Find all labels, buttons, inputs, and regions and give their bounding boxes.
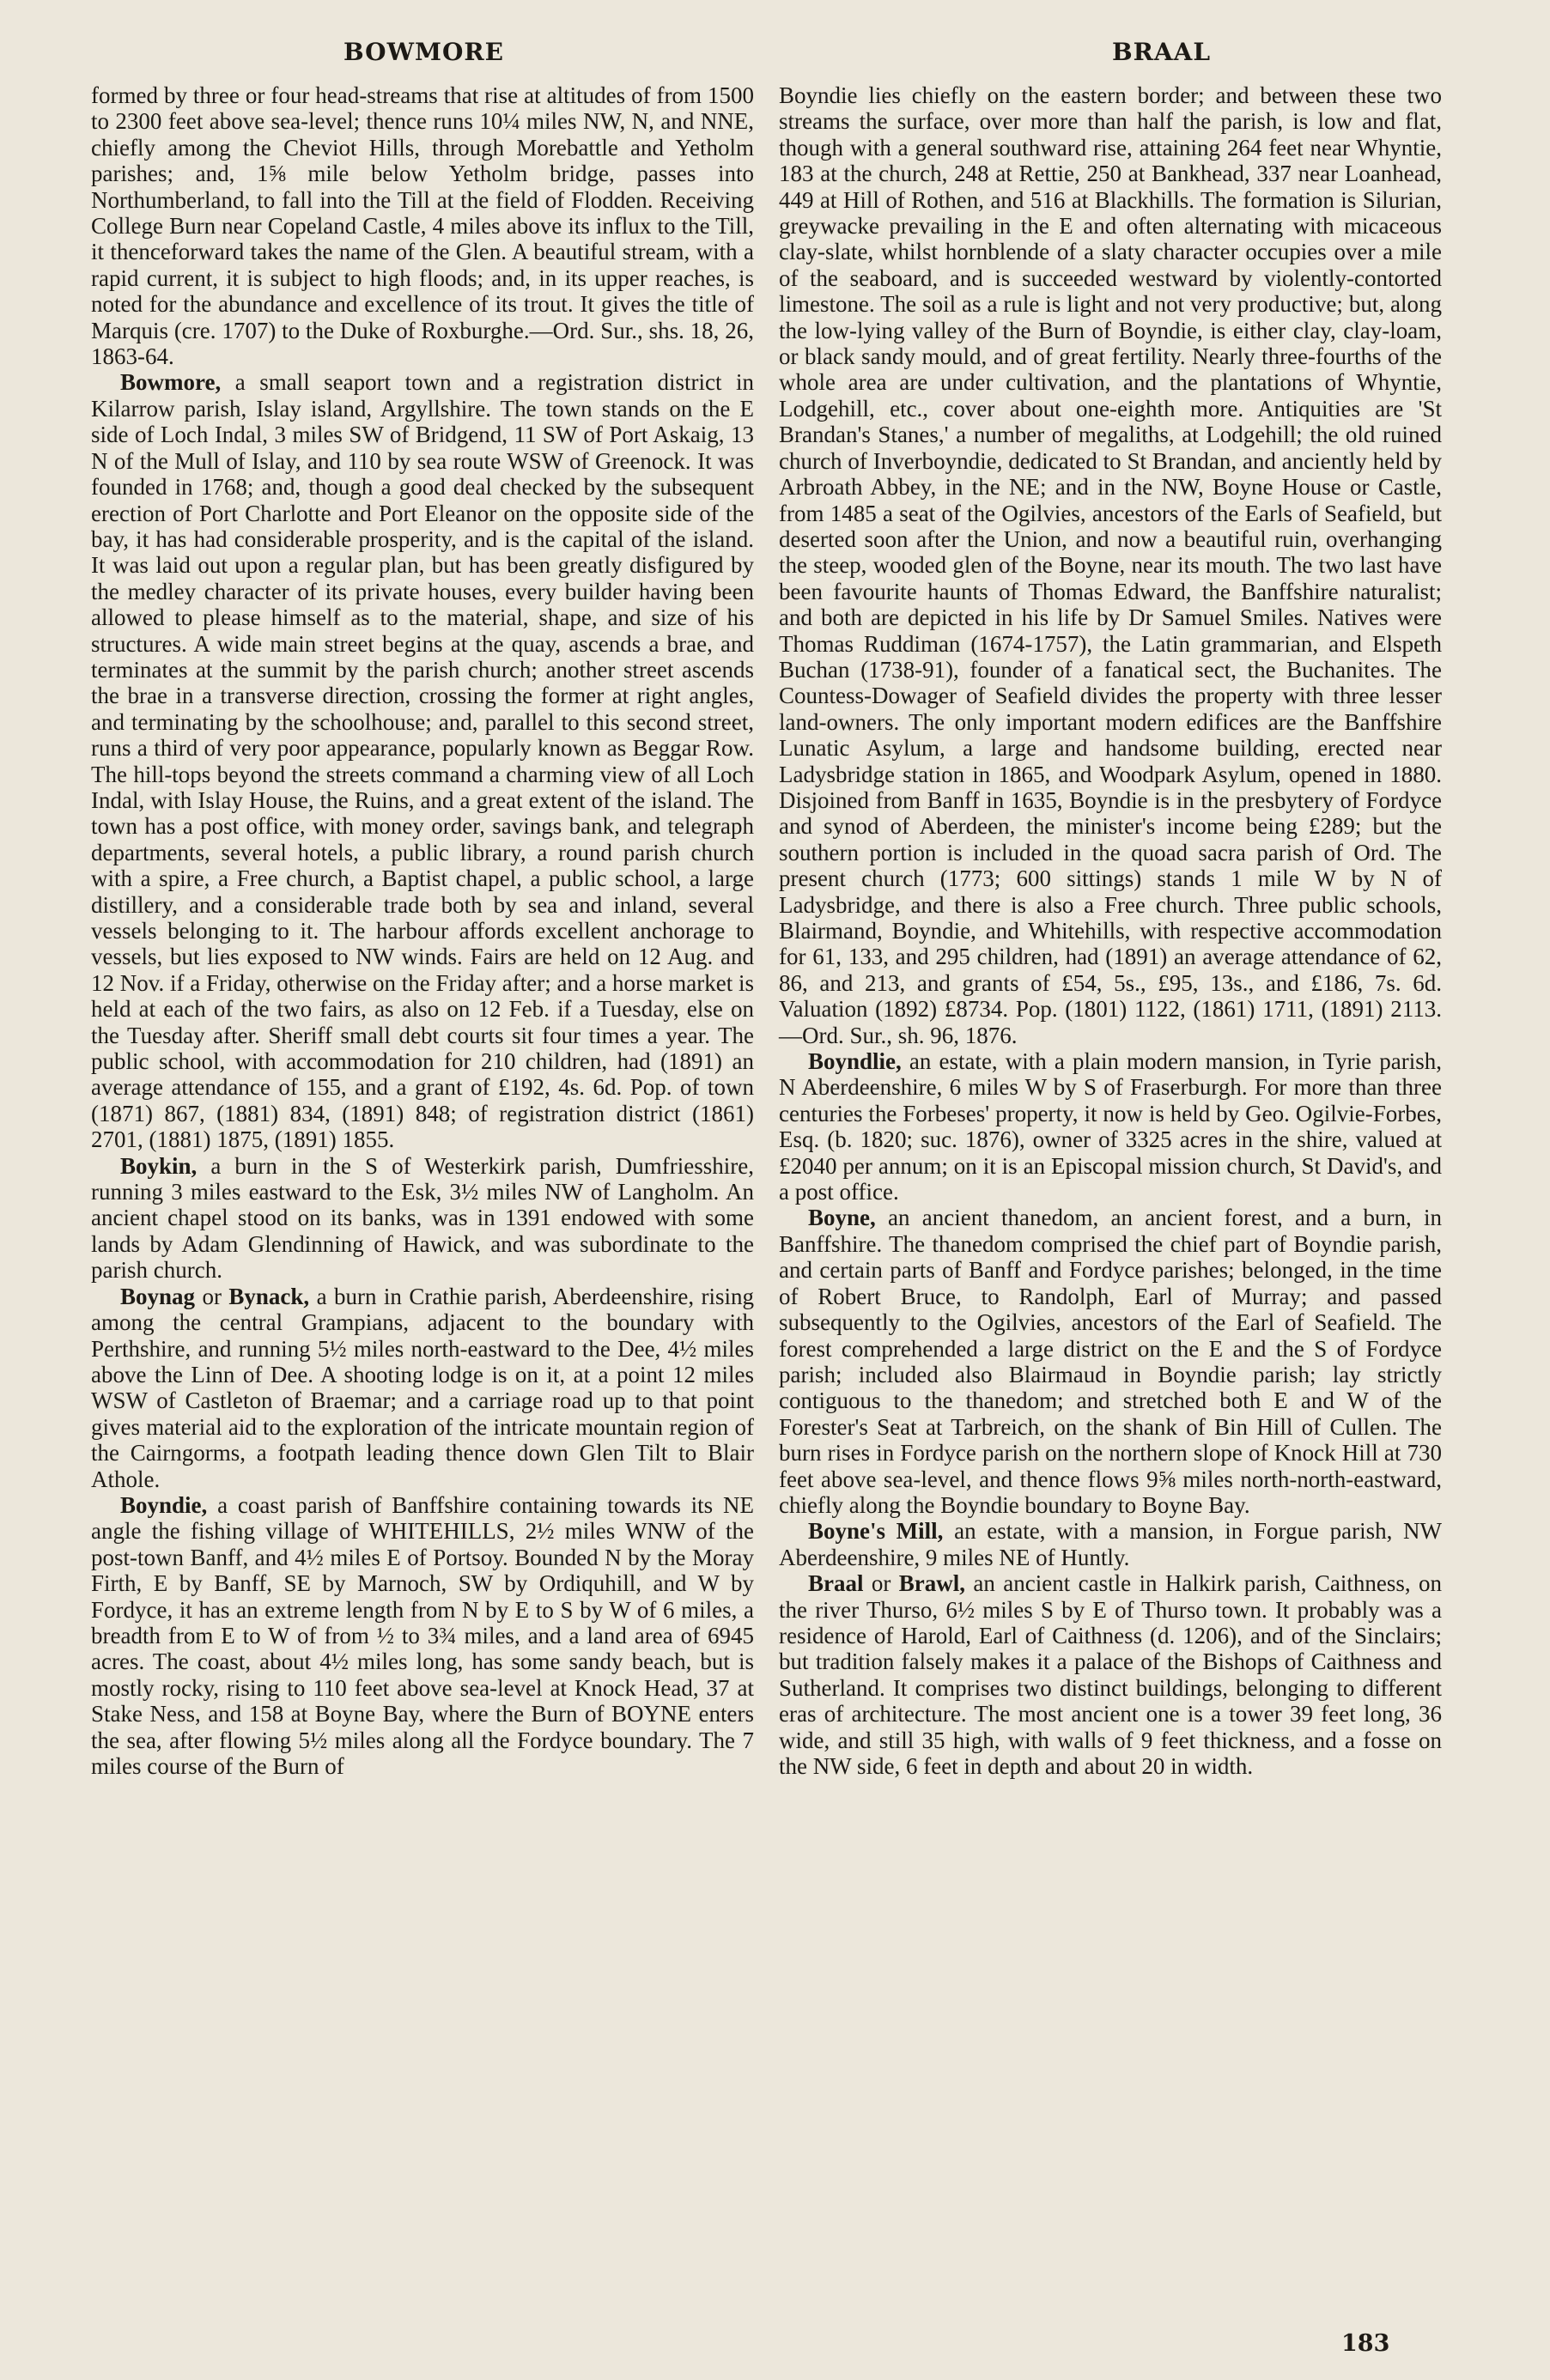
entry-bowmore [91,369,754,1152]
left-column [91,82,754,1779]
entry-text: a small seaport town and a registration district in Kilarrow parish, Islay island, Argyllshire. The town stands on the E side of Loch Indal, 3 miles SW of Bridgend, 11 SW of Port Askaig, 13 N of the Mull of Islay, and 110 by sea route WSW of Greenock. It was founded in 1768; and, though a good deal checked by the subsequent erection of Port Charlotte and Port Eleanor on the opposite side of the bay, it has had considerable prosperity, and is the capital of the island. It was laid out upon a regular plan, but has been greatly disfigured by the medley character of its private houses, every builder having been allowed to please himself as to the material, shape, and size of his structures. A wide main street begins at the quay, ascends a brae, and terminates at the summit by the parish church; another street ascends the brae in a transverse direction, crossing the former at right angles, and terminating by the schoolhouse; and, parallel to this second street, runs a third of very poor appearance, popularly known as Beggar Row. The hill-tops beyond the streets command a charming view of all Loch Indal, with Islay House, the Ruins, and a great extent of the island. The town has a post office, with money order, savings bank, and telegraph departments, several hotels, a public library, a round parish church with a spire, a Free church, a Baptist chapel, a public school, a large distillery, and a considerable trade both by sea and inland, several vessels belonging to it. The harbour affords excellent anchorage to vessels, but lies exposed to NW winds. Fairs are held on 12 Aug. and 12 Nov. if a Friday, otherwise on the Friday after; and a horse market is held at each of the two fairs, as also on 12 Feb. if a Tuesday, else on the Tuesday after. Sheriff small debt courts sit four times a year. The public school, with accommodation for 210 children, had (1891) an average attendance of 155, and a grant of £192, 4s. 6d. Pop. of town (1871) 867, (1881) 834, (1891) 848; of registration district (1861) 2701, (1881) 1875, (1891) 1855. [91,369,754,1153]
entry-boynes-mill [779,1518,1442,1570]
entry-boynag [91,1284,754,1492]
entry-text: an estate, with a plain modern mansion, in Tyrie parish, N Aberdeenshire, 6 miles W by S of Fraserburgh. For more than three centuries the Forbeses' property, it now is held by Geo. Ogilvie-Forbes, Esq. (b. 1820; suc. 1876), owner of 3325 acres in the shire, valued at £2040 per annum; on it is an Episcopal mission church, St David's, and a post office. [779,1048,1442,1205]
running-head-right: BRAAL [1112,38,1212,66]
headword-alt: Bynack, [228,1283,310,1309]
entry-boyndie-continued: Boyndie lies chiefly on the eastern border; and between these two streams the surface, over more than half the parish, is low and flat, though with a general southward rise, attaining 264 feet near Whyntie, 183 at the church, 248 at Rettie, 250 at Bankhead, 337 near Loanhead, 449 at Hill of Rothen, and 516 at Blackhills. The formation is Silurian, greywacke prevailing in the E and often alternating with micaceous clay-slate, whilst hornblende of a slaty character occupies over a mile of the seaboard, and is succeeded westward by violently-contorted limestone. The soil as a rule is light and not very productive; but, along the low-lying valley of the Burn of Boyndie, is either clay, clay-loam, or black sandy mould, and of great fertility. Nearly three-fourths of the whole area are under cultivation, and the plantations of Whyntie, Lodgehill, etc., cover about one-eighth more. Antiquities are 'St Brandan's Stanes,' a number of megaliths, at Lodgehill; the old ruined church of Inverboyndie, dedicated to St Brandan, and anciently held by Arbroath Abbey, in the NE; and in the NW, Boyne House or Castle, from 1485 a seat of the Ogilvies, ancestors of the Earls of Seafield, but deserted soon after the Union, and now a beautiful ruin, overhanging the steep, wooded glen of the Boyne, near its mouth. The two last have been favourite haunts of Thomas Edward, the Banffshire naturalist; and both are depicted in his life by Dr Samuel Smiles. Natives were Thomas Ruddiman (1674-1757), the Latin grammarian, and Elspeth Buchan (1738-91), founder of a fanatical sect, the Buchanites. The Countess-Dowager of Seafield divides the property with three lesser land-owners. The only important modern edifices are the Banffshire Lunatic Asylum, a large and handsome building, erected near Ladysbridge station in 1865, and Woodpark Asylum, opened in 1880. Disjoined from Banff in 1635, Boyndie is in the presbytery of Fordyce and synod of Aberdeen, the minister's income being £289; but the southern portion is included in the quoad sacra parish of Ord. The present church (1773; 600 sittings) stands 1 mile W by N of Ladysbridge, and there is also a Free church. Three public schools, Blairmand, Boyndie, and Whitehills, with respective accommodation for 61, 133, and 295 children, had (1891) an average attendance of 62, 86, and 213, and grants of £54, 5s., £95, 13s., and £186, 7s. 6d. Valuation (1892) £8734. Pop. (1801) 1122, (1861) 1711, (1891) 2113.—Ord. Sur., sh. 96, 1876. [779,82,1442,1048]
headword-alt: Brawl, [898,1570,966,1597]
entry-boyndlie [779,1048,1442,1205]
headword: Bowmore, [120,369,222,396]
entry-boykin [91,1153,754,1284]
entry-text: a burn in Crathie parish, Aberdeenshire, rising among the central Grampians, adjacent to the boundary with Perthshire, and running 5½ miles north-eastward to the Dee, 4½ miles above the Linn of Dee. A shooting lodge is on it, at a point 12 miles WSW of Castleton of Braemar; and a carriage road up to that point gives material aid to the exploration of the intricate mountain region of the Cairngorms, a footpath leading thence down Glen Tilt to Blair Athole. [91,1283,754,1492]
entry-text: an estate, with a mansion, in Forgue parish, NW Aberdeenshire, 9 miles NE of Huntly. [779,1518,1442,1570]
right-column [779,82,1442,1779]
entry-braal [779,1570,1442,1779]
headword: Boynag [120,1283,196,1309]
entry-bowmont-continued: formed by three or four head-streams that rise at altitudes of from 1500 to 2300 feet above sea-level; thence runs 10¼ miles NW, N, and NNE, chiefly among the Cheviot Hills, through Morebattle and Yetholm parishes; and, 1⅝ mile below Yetholm bridge, passes into Northumberland, to fall into the Till at the field of Flodden. Receiving College Burn near Copeland Castle, 4 miles above its influx to the Till, it thenceforward takes the name of the Glen. A beautiful stream, with a rapid current, it is subject to high floods; and, in its upper reaches, is noted for the abundance and excellence of its trout. It gives the title of Marquis (cre. 1707) to the Duke of Roxburghe.—Ord. Sur., shs. 18, 26, 1863-64. [91,82,754,370]
page-number: 183 [1341,2330,1390,2357]
headword: Boykin, [120,1152,198,1179]
headword: Braal [808,1570,864,1597]
headword: Boyne's Mill, [808,1518,944,1545]
entry-text: a coast parish of Banffshire containing towards its NE angle the fishing village of WHITEHILLS, 2½ miles WNW of the post-town Banff, and 4½ miles E of Portsoy. Bounded N by the Moray Firth, E by Banff, SE by Marnoch, SW by Ordiquhill, and W by Fordyce, it has an extreme length from N by E to S by W of 6 miles, a breadth from E to W of from ½ to 3¾ miles, and a land area of 6945 acres. The coast, about 4½ miles long, has some sandy beach, but is mostly rocky, rising to 110 feet above sea-level at Knock Head, 37 at Stake Ness, and 158 at Boyne Bay, where the Burn of BOYNE enters the sea, after flowing 5½ miles along all the Fordyce boundary. The 7 miles course of the Burn of [91,1491,754,1779]
connector: or [863,1570,899,1597]
entry-text: an ancient thanedom, an ancient forest, and a burn, in Banffshire. The thanedom comprised the chief part of Boyndie parish, and certain parts of Banff and Fordyce parishes; belonged, in the time of Robert Bruce, to Randolph, Earl of Murray; and passed subsequently to the Ogilvies, ancestors of the Earl of Seafield. The forest comprehended a large district on the E and the S of Fordyce parish; included also Blairmaud in Boyndie parish; lay strictly contiguous to the thanedom; and stretched both E and W of the Forester's Seat at Tarbreich, on the shank of Bin Hill of Cullen. The burn rises in Fordyce parish on the northern slope of Knock Hill at 730 feet above sea-level, and thence flows 9⅝ miles north-north-eastward, chiefly along the Boyndie boundary to Boyne Bay. [779,1205,1442,1518]
headword: Boyne, [808,1205,876,1231]
headword: Boyndlie, [808,1048,902,1075]
connector: or [195,1283,229,1309]
entry-text: an ancient castle in Halkirk parish, Caithness, on the river Thurso, 6½ miles S by E of Thurso town. It probably was a residence of Harold, Earl of Caithness (d. 1206), and of the Sinclairs; but tradition falsely makes it a palace of the Bishops of Caithness and Sutherland. It comprises two distinct buildings, belonging to different eras of architecture. The most ancient one is a tower 39 feet long, 36 wide, and still 35 high, with walls of 9 feet thickness, and a fosse on the NW side, 6 feet in depth and about 20 in width. [779,1570,1443,1779]
entry-boyne [779,1205,1442,1518]
running-head-left: BOWMORE [343,38,505,66]
headword: Boyndie, [120,1491,208,1518]
entry-boyndie [91,1492,754,1779]
entry-text: a burn in the S of Westerkirk parish, Dumfriesshire, running 3 miles eastward to the Esk, 3½ miles NW of Langholm. An ancient chapel stood on its banks, was in 1391 endowed with some lands by Adam Glendinning of Hawick, and was subordinate to the parish church. [91,1152,754,1284]
